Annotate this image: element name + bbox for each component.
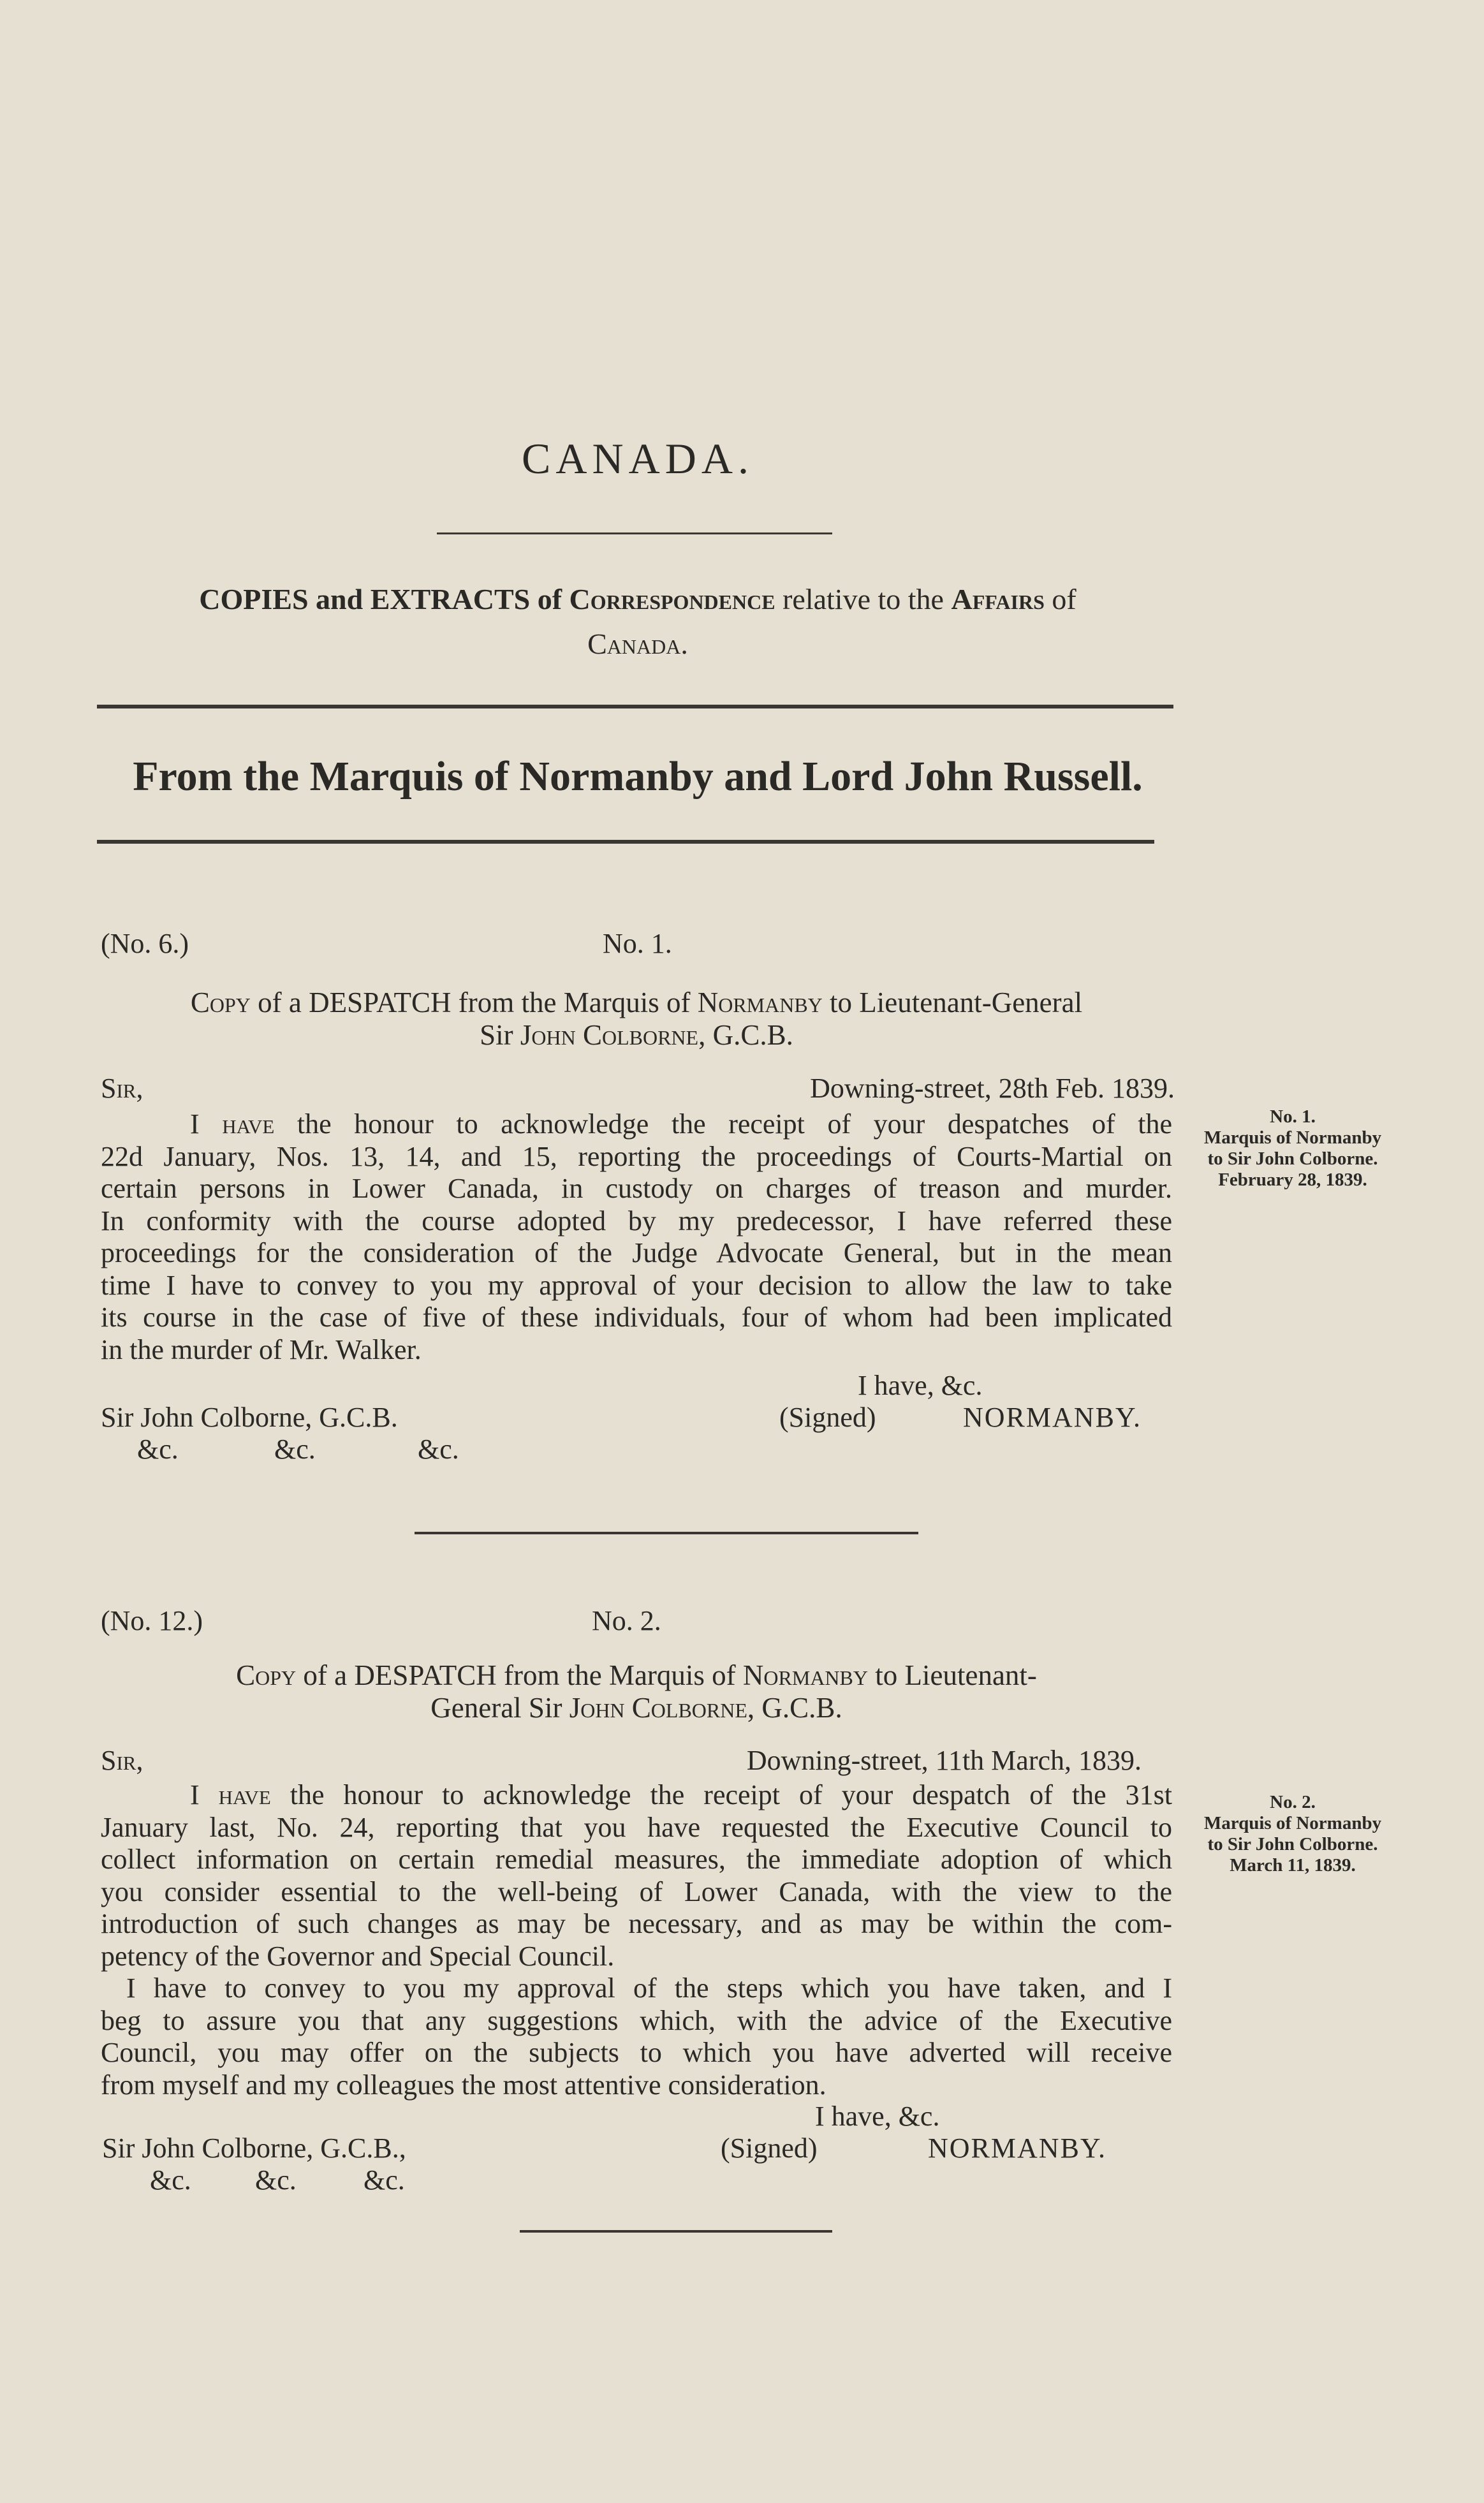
opening-rest: the honour to acknowledge the receipt of your despatch of the 31st: [270, 1779, 1172, 1810]
heading-text: to Lieutenant-General: [822, 987, 1083, 1018]
recipient: Sir John Colborne, G.C.B.: [101, 1402, 398, 1433]
title-rule: [437, 532, 832, 534]
from-name: Normanby: [742, 1659, 868, 1691]
section-rule: [97, 840, 1154, 844]
body-line: I have to convey to you my approval of the steps which you have taken, and I: [126, 1972, 1172, 2004]
subtitle-part: Affairs: [951, 583, 1045, 615]
opening-word: I have: [190, 1108, 275, 1140]
body-line: its course in the case of five of these individuals, four of whom had been implicated: [101, 1302, 1172, 1333]
signature: NORMANBY.: [928, 2132, 1107, 2164]
document-subtitle: [96, 577, 1180, 666]
opening-rest: the honour to acknowledge the receipt of your despatches of the: [274, 1108, 1172, 1140]
signature: NORMANBY.: [963, 1402, 1142, 1433]
margin-line: February 28, 1839.: [1218, 1170, 1367, 1190]
despatch-heading: [101, 1659, 1172, 1724]
despatch-number: No. 1.: [603, 928, 672, 959]
body-line: proceedings for the consideration of the Judge Advocate General, but in the mean: [101, 1237, 1172, 1268]
end-rule: [520, 2230, 832, 2233]
to-name: John Colborne: [520, 1019, 699, 1051]
despatch-body: [101, 1779, 1172, 2101]
signed-label: (Signed): [721, 2132, 818, 2164]
salutation: [101, 1745, 143, 1777]
etc: &c.: [137, 1434, 179, 1465]
subtitle-part: COPIES and EXTRACTS of: [199, 583, 569, 615]
closing: I have, &c.: [858, 1370, 983, 1401]
subtitle-part: Correspondence: [569, 583, 775, 615]
body-line: certain persons in Lower Canada, in custody on charges of treason and murder.: [101, 1173, 1172, 1204]
margin-line: No. 2.: [1270, 1792, 1316, 1812]
body-line: beg to assure you that any suggestions which, with the advice of the Executive: [101, 2004, 1172, 2036]
despatch-ref: (No. 12.): [101, 1605, 203, 1636]
salutation-word: Sir: [101, 1745, 136, 1776]
salutation-comma: ,: [136, 1745, 143, 1776]
copy-word: Copy: [236, 1659, 297, 1691]
subtitle-part: relative to the: [775, 583, 951, 615]
opening-word: I have: [190, 1779, 271, 1810]
body-line: [101, 1779, 1172, 1812]
page-title: CANADA.: [522, 434, 754, 483]
heading-text: of a DESPATCH from the Marquis of: [250, 987, 698, 1018]
subtitle-rule: [97, 705, 1173, 708]
despatch-heading: [101, 987, 1172, 1052]
section-heading: From the Marquis of Normanby and Lord John Russell.: [133, 753, 1143, 800]
margin-line: to Sir John Colborne.: [1207, 1149, 1378, 1169]
recipient: Sir John Colborne, G.C.B.,: [102, 2132, 406, 2164]
salutation: [101, 1073, 143, 1105]
margin-line: to Sir John Colborne.: [1207, 1834, 1378, 1854]
body-line: you consider essential to the well-being of Lower Canada, with the view to the: [101, 1875, 1172, 1907]
margin-line: No. 1.: [1270, 1106, 1316, 1127]
despatch-ref: (No. 6.): [101, 928, 189, 959]
body-line: 22d January, Nos. 13, 14, and 15, reporting the proceedings of Courts-Martial on: [101, 1140, 1172, 1172]
despatch-number: No. 2.: [592, 1605, 661, 1636]
margin-line: Marquis of Normanby: [1203, 1813, 1382, 1833]
subtitle-part: of: [1044, 583, 1076, 615]
heading-text: Sir: [480, 1019, 520, 1051]
margin-line: Marquis of Normanby: [1203, 1127, 1382, 1148]
body-line: in the murder of Mr. Walker.: [101, 1333, 422, 1365]
etc: &c.: [274, 1434, 316, 1465]
subtitle-part: Canada: [587, 628, 681, 660]
etc: &c.: [150, 2164, 191, 2196]
from-name: Normanby: [697, 987, 823, 1018]
to-name: John Colborne: [569, 1692, 747, 1724]
salutation-word: Sir: [101, 1073, 136, 1104]
heading-text: , G.C.B.: [747, 1692, 842, 1724]
heading-text: General Sir: [430, 1692, 569, 1724]
body-line: January last, No. 24, reporting that you have requested the Executive Council to: [101, 1811, 1172, 1843]
place-date: Downing-street, 11th March, 1839.: [746, 1745, 1142, 1776]
body-line: collect information on certain remedial measures, the immediate adoption of which: [101, 1844, 1172, 1875]
body-line: Council, you may offer on the subjects to which you have adverted will receive: [101, 2037, 1172, 2068]
despatch-body: [101, 1108, 1172, 1366]
signed-label: (Signed): [779, 1402, 876, 1433]
heading-text: to Lieutenant-: [868, 1659, 1037, 1691]
copy-word: Copy: [190, 987, 251, 1018]
heading-text: of a DESPATCH from the Marquis of: [296, 1659, 743, 1691]
salutation-comma: ,: [136, 1073, 143, 1104]
margin-note: [1187, 1106, 1398, 1191]
heading-text: , G.C.B.: [698, 1019, 793, 1051]
closing: I have, &c.: [815, 2101, 940, 2132]
body-line: from myself and my colleagues the most attentive consideration.: [101, 2069, 826, 2101]
body-line: time I have to convey to you my approval of your decision to allow the law to take: [101, 1269, 1172, 1301]
despatch-divider: [415, 1532, 918, 1534]
place-date: Downing-street, 28th Feb. 1839.: [810, 1073, 1175, 1104]
body-line: petency of the Governor and Special Council.: [101, 1940, 615, 1972]
etc: &c.: [255, 2164, 297, 2196]
body-line: introduction of such changes as may be necessary, and as may be within the com-: [101, 1908, 1172, 1939]
etc: &c.: [364, 2164, 405, 2196]
body-line: [101, 1108, 1172, 1141]
margin-note: [1187, 1792, 1398, 1876]
margin-line: March 11, 1839.: [1230, 1855, 1356, 1875]
etc: &c.: [418, 1434, 459, 1465]
body-line: In conformity with the course adopted by my predecessor, I have referred these: [101, 1205, 1172, 1237]
subtitle-part: .: [680, 628, 688, 660]
